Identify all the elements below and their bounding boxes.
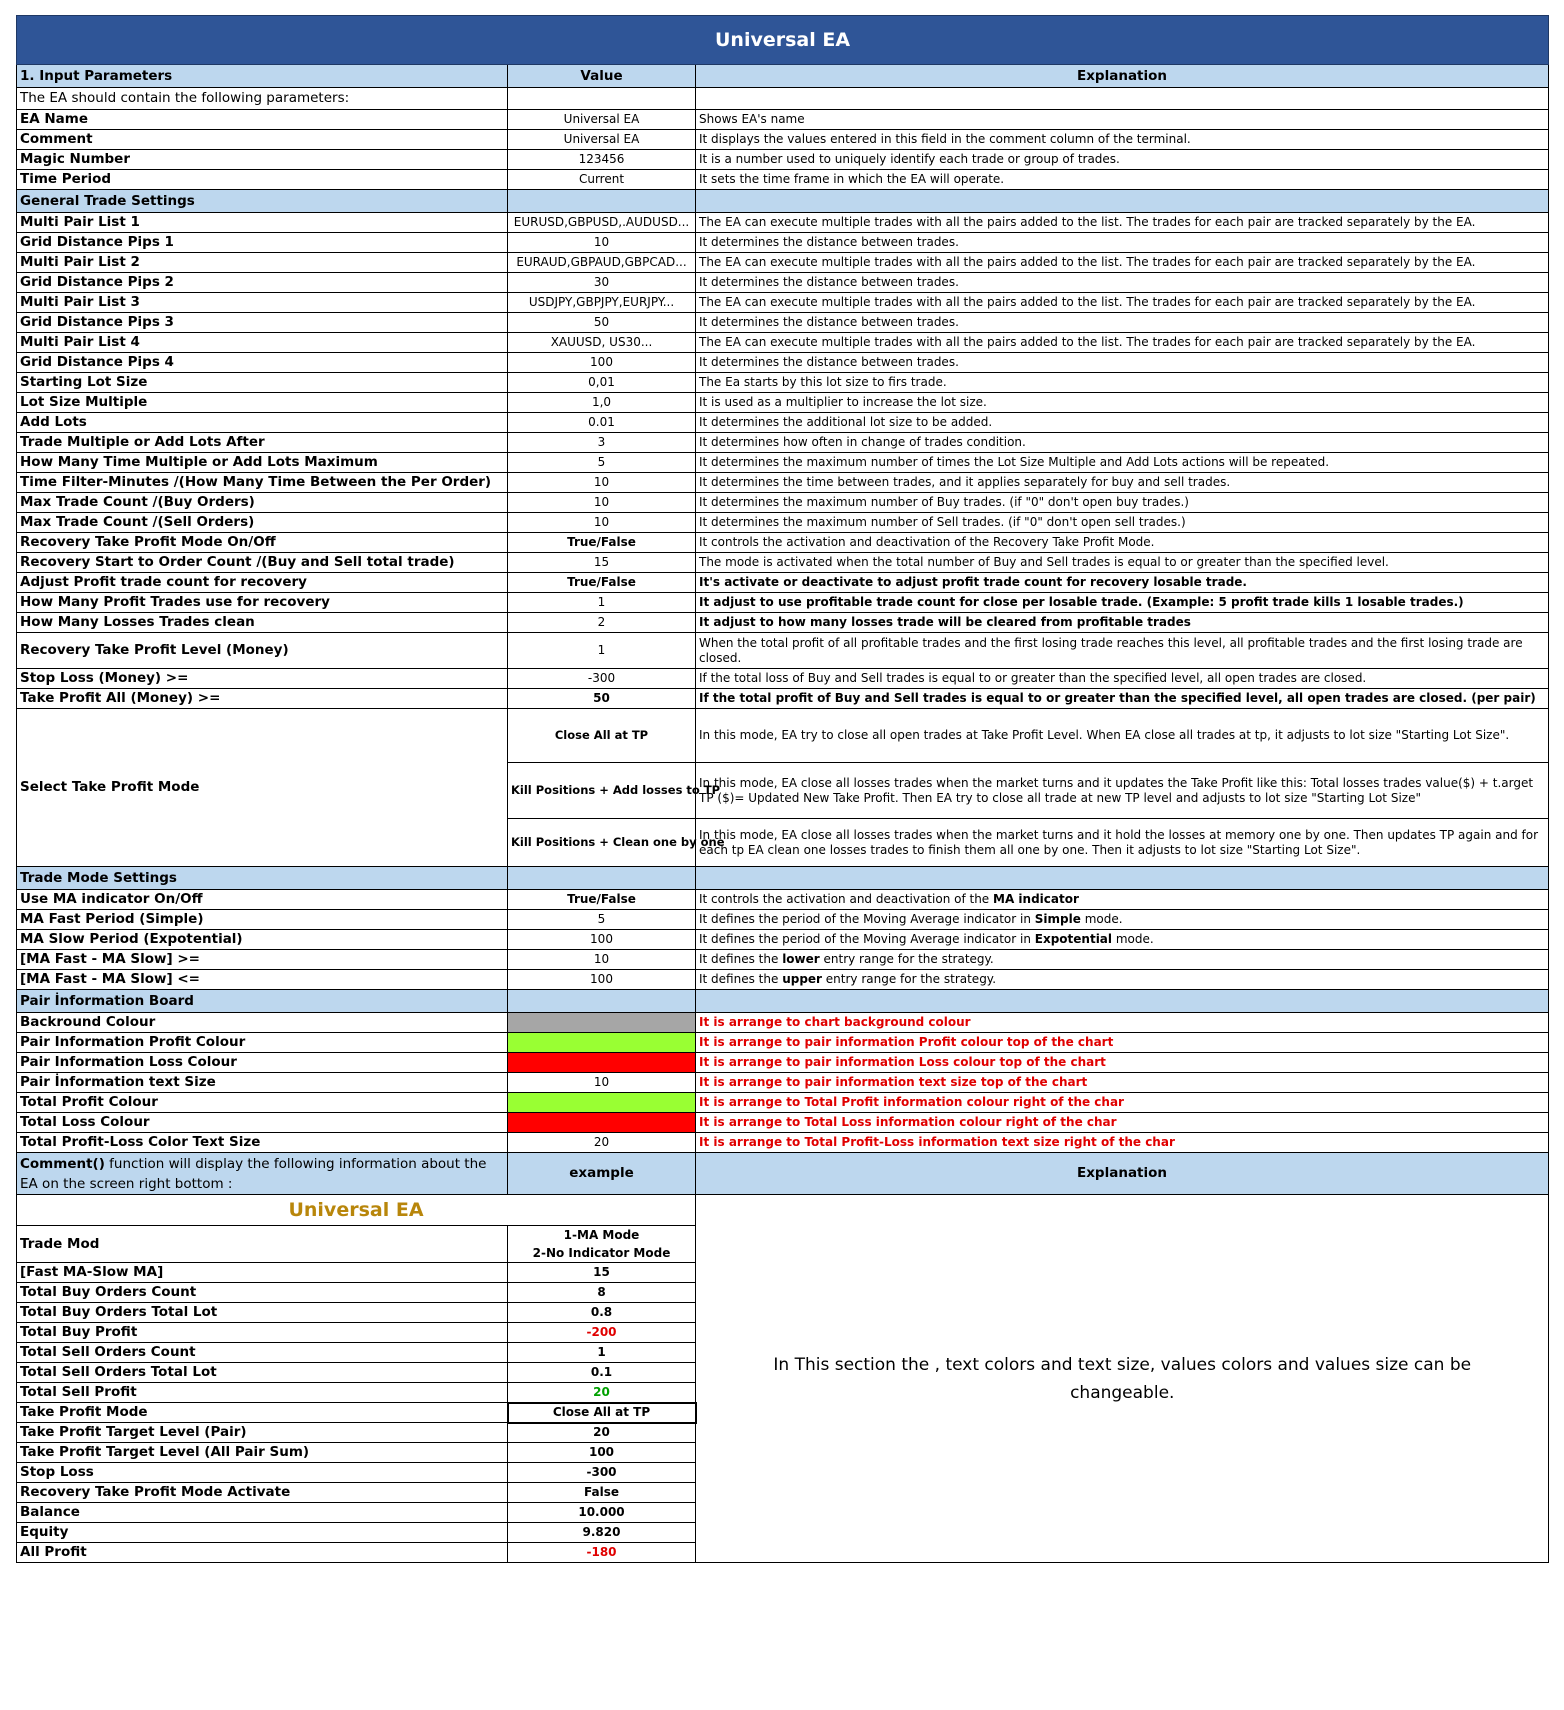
comment-label: Total Buy Orders Total Lot bbox=[17, 1303, 508, 1323]
comment-function: Comment() bbox=[20, 1155, 105, 1172]
param-value: 1,0 bbox=[508, 393, 696, 413]
param-explanation: It determines the distance between trades. bbox=[696, 313, 1549, 333]
comment-value-text: 20 bbox=[593, 1384, 610, 1399]
comment-value bbox=[508, 1403, 696, 1423]
param-row bbox=[17, 910, 1549, 930]
explanation-text: It controls the activation and deactivation of the bbox=[699, 892, 993, 906]
param-explanation bbox=[696, 970, 1549, 990]
explanation-text: It defines the period of the Moving Average indicator in bbox=[699, 912, 1035, 926]
param-row bbox=[17, 593, 1549, 613]
explanation-bold: MA indicator bbox=[993, 892, 1079, 906]
param-value: Universal EA bbox=[508, 110, 696, 130]
param-name: Lot Size Multiple bbox=[17, 393, 508, 413]
param-explanation bbox=[696, 930, 1549, 950]
param-name: Add Lots bbox=[17, 413, 508, 433]
param-name: Recovery Take Profit Level (Money) bbox=[17, 633, 508, 669]
header-value: Value bbox=[508, 65, 696, 88]
param-explanation: It is arrange to pair information text size top of the chart bbox=[696, 1073, 1549, 1093]
param-value: 100 bbox=[508, 353, 696, 373]
param-row bbox=[17, 313, 1549, 333]
header-row bbox=[17, 65, 1549, 88]
empty-cell bbox=[508, 867, 696, 890]
param-name: Max Trade Count /(Buy Orders) bbox=[17, 493, 508, 513]
comment-value-text: 10.000 bbox=[578, 1505, 625, 1519]
param-name: Total Profit-Loss Color Text Size bbox=[17, 1133, 508, 1153]
section-pair-information-board bbox=[17, 990, 1549, 1013]
param-explanation: It is arrange to pair information Loss colour top of the chart bbox=[696, 1053, 1549, 1073]
comment-value bbox=[508, 1363, 696, 1383]
param-explanation: It controls the activation and deactivation of the Recovery Take Profit Mode. bbox=[696, 533, 1549, 553]
comment-header-text bbox=[17, 1153, 508, 1195]
param-name: Time Filter-Minutes /(How Many Time Between the Per Order) bbox=[17, 473, 508, 493]
param-value: 20 bbox=[508, 1133, 696, 1153]
tp-mode-label: Select Take Profit Mode bbox=[17, 709, 508, 867]
param-explanation: Shows EA's name bbox=[696, 110, 1549, 130]
comment-value bbox=[508, 1283, 696, 1303]
param-explanation: It is arrange to Total Profit information colour right of the char bbox=[696, 1093, 1549, 1113]
comment-title-row bbox=[17, 1195, 1549, 1226]
param-row bbox=[17, 453, 1549, 473]
param-value: EURUSD,GBPUSD,.AUDUSD... bbox=[508, 213, 696, 233]
param-explanation: The mode is activated when the total number of Buy and Sell trades is equal to or greater than the specified level. bbox=[696, 553, 1549, 573]
comment-value bbox=[508, 1523, 696, 1543]
param-row bbox=[17, 513, 1549, 533]
comment-description: function will display the following information about the EA on the screen right bottom : bbox=[20, 1155, 487, 1192]
param-row bbox=[17, 1073, 1549, 1093]
explanation-bold: Simple bbox=[1034, 912, 1081, 926]
param-value: 30 bbox=[508, 273, 696, 293]
comment-title: Universal EA bbox=[17, 1195, 696, 1226]
param-name: Take Profit All (Money) >= bbox=[17, 689, 508, 709]
comment-value-text: 2-No Indicator Mode bbox=[532, 1246, 671, 1260]
explanation-text: entry range for the strategy. bbox=[821, 972, 997, 986]
param-explanation: The EA can execute multiple trades with all the pairs added to the list. The trades for each pair are tracked separately by the EA. bbox=[696, 253, 1549, 273]
param-name: Comment bbox=[17, 130, 508, 150]
comment-value bbox=[508, 1423, 696, 1443]
param-row bbox=[17, 130, 1549, 150]
param-name: Starting Lot Size bbox=[17, 373, 508, 393]
comment-label: Total Sell Orders Count bbox=[17, 1343, 508, 1363]
comment-label: Equity bbox=[17, 1523, 508, 1543]
param-explanation: It is arrange to Total Loss information colour right of the char bbox=[696, 1113, 1549, 1133]
tp-mode-row bbox=[17, 709, 1549, 763]
param-explanation: If the total loss of Buy and Sell trades is equal to or greater than the specified level, all open trades are closed. bbox=[696, 669, 1549, 689]
param-row bbox=[17, 473, 1549, 493]
comment-value bbox=[508, 1463, 696, 1483]
param-value: 100 bbox=[508, 970, 696, 990]
comment-label: Total Sell Orders Total Lot bbox=[17, 1363, 508, 1383]
param-name: Multi Pair List 1 bbox=[17, 213, 508, 233]
section-title: General Trade Settings bbox=[17, 190, 508, 213]
param-row bbox=[17, 170, 1549, 190]
param-row bbox=[17, 689, 1549, 709]
empty-cell bbox=[508, 190, 696, 213]
comment-value bbox=[508, 1443, 696, 1463]
comment-label: Stop Loss bbox=[17, 1463, 508, 1483]
param-row bbox=[17, 890, 1549, 910]
param-row bbox=[17, 1093, 1549, 1113]
explanation-text: mode. bbox=[1080, 912, 1123, 926]
comment-value-text: 0.1 bbox=[590, 1365, 613, 1379]
param-value: 15 bbox=[508, 553, 696, 573]
param-explanation: It determines the distance between trades. bbox=[696, 233, 1549, 253]
param-row bbox=[17, 1053, 1549, 1073]
comment-value bbox=[508, 1303, 696, 1323]
param-row bbox=[17, 253, 1549, 273]
comment-value-text: 1-MA Mode bbox=[563, 1228, 640, 1242]
param-name: Grid Distance Pips 4 bbox=[17, 353, 508, 373]
param-row bbox=[17, 493, 1549, 513]
param-value: 5 bbox=[508, 453, 696, 473]
param-explanation: The EA can execute multiple trades with all the pairs added to the list. The trades for each pair are tracked separately by the EA. bbox=[696, 293, 1549, 313]
header-param: 1. Input Parameters bbox=[17, 65, 508, 88]
param-value: 10 bbox=[508, 1073, 696, 1093]
explanation-bold: Expotential bbox=[1034, 932, 1113, 946]
param-value: 10 bbox=[508, 473, 696, 493]
param-row bbox=[17, 150, 1549, 170]
tp-mode-explanation: In this mode, EA close all losses trades when the market turns and it updates the Take Profit like this: Total losses trades value($) + t.arget TP ($)= Updated New Take Profit. Then EA try to close all trade at new TP level and adjusts to lot size "Starting Lot Size" bbox=[696, 763, 1549, 819]
param-name: Total Loss Colour bbox=[17, 1113, 508, 1133]
param-row bbox=[17, 669, 1549, 689]
param-explanation: The EA can execute multiple trades with all the pairs added to the list. The trades for each pair are tracked separately by the EA. bbox=[696, 333, 1549, 353]
param-explanation bbox=[696, 950, 1549, 970]
param-explanation: It is arrange to chart background colour bbox=[696, 1013, 1549, 1033]
explanation-bold: upper bbox=[782, 972, 822, 986]
param-value: 10 bbox=[508, 493, 696, 513]
param-row bbox=[17, 533, 1549, 553]
param-explanation: The EA can execute multiple trades with all the pairs added to the list. The trades for each pair are tracked separately by the EA. bbox=[696, 213, 1549, 233]
param-name: Multi Pair List 4 bbox=[17, 333, 508, 353]
param-explanation: The Ea starts by this lot size to firs trade. bbox=[696, 373, 1549, 393]
param-value: 3 bbox=[508, 433, 696, 453]
comment-header-row bbox=[17, 1153, 1549, 1195]
param-value: True/False bbox=[508, 533, 696, 553]
empty-cell bbox=[696, 88, 1549, 110]
param-row bbox=[17, 930, 1549, 950]
param-explanation: It determines the additional lot size to be added. bbox=[696, 413, 1549, 433]
empty-cell bbox=[696, 990, 1549, 1013]
param-value: True/False bbox=[508, 573, 696, 593]
param-name: Trade Multiple or Add Lots After bbox=[17, 433, 508, 453]
param-value: Universal EA bbox=[508, 130, 696, 150]
param-name: How Many Profit Trades use for recovery bbox=[17, 593, 508, 613]
param-value: 2 bbox=[508, 613, 696, 633]
explanation-text: entry range for the strategy. bbox=[819, 952, 994, 966]
header-explanation: Explanation bbox=[696, 65, 1549, 88]
param-explanation: It determines the distance between trades. bbox=[696, 273, 1549, 293]
comment-label: Trade Mod bbox=[17, 1226, 508, 1263]
explanation-text: It defines the bbox=[699, 952, 783, 966]
param-row bbox=[17, 293, 1549, 313]
param-explanation: It is arrange to Total Profit-Loss information text size right of the char bbox=[696, 1133, 1549, 1153]
explanation-text: mode. bbox=[1112, 932, 1154, 946]
param-explanation: It determines the maximum number of Sell trades. (if "0" don't open sell trades.) bbox=[696, 513, 1549, 533]
comment-label: [Fast MA-Slow MA] bbox=[17, 1263, 508, 1283]
param-name: Grid Distance Pips 1 bbox=[17, 233, 508, 253]
empty-cell bbox=[508, 88, 696, 110]
param-name: Grid Distance Pips 3 bbox=[17, 313, 508, 333]
param-value: 10 bbox=[508, 513, 696, 533]
comment-value-text: 15 bbox=[593, 1265, 610, 1279]
section-title: Pair İnformation Board bbox=[17, 990, 508, 1013]
param-explanation: It is a number used to uniquely identify each trade or group of trades. bbox=[696, 150, 1549, 170]
param-explanation bbox=[696, 890, 1549, 910]
comment-value-text: -200 bbox=[586, 1325, 617, 1339]
param-name: MA Fast Period (Simple) bbox=[17, 910, 508, 930]
param-name: Magic Number bbox=[17, 150, 508, 170]
param-value: True/False bbox=[508, 890, 696, 910]
comment-label: All Profit bbox=[17, 1543, 508, 1563]
param-explanation: It adjust to use profitable trade count for close per losable trade. (Example: 5 profit trade kills 1 losable trades.) bbox=[696, 593, 1549, 613]
comment-label: Total Sell Profit bbox=[17, 1383, 508, 1403]
tp-mode-option: Close All at TP bbox=[508, 709, 696, 763]
intro-row bbox=[17, 88, 1549, 110]
comment-label: Take Profit Target Level (Pair) bbox=[17, 1423, 508, 1443]
param-explanation: It adjust to how many losses trade will be cleared from profitable trades bbox=[696, 613, 1549, 633]
param-name: Pair Information Loss Colour bbox=[17, 1053, 508, 1073]
param-name: How Many Time Multiple or Add Lots Maximum bbox=[17, 453, 508, 473]
comment-header-value: example bbox=[508, 1153, 696, 1195]
param-value: 0,01 bbox=[508, 373, 696, 393]
comment-value-text: 1 bbox=[597, 1345, 606, 1359]
param-row bbox=[17, 633, 1549, 669]
param-row bbox=[17, 393, 1549, 413]
param-explanation: It is arrange to pair information Profit colour top of the chart bbox=[696, 1033, 1549, 1053]
sheet-title: Universal EA bbox=[17, 16, 1549, 65]
param-value: 0.01 bbox=[508, 413, 696, 433]
param-explanation: When the total profit of all profitable trades and the first losing trade reaches this level, all profitable trades and the first losing trade are closed. bbox=[696, 633, 1549, 669]
param-value: XAUUSD, US30... bbox=[508, 333, 696, 353]
comment-value-text: 9.820 bbox=[582, 1525, 621, 1539]
param-row bbox=[17, 970, 1549, 990]
section-title: Trade Mode Settings bbox=[17, 867, 508, 890]
comment-value bbox=[508, 1383, 696, 1403]
comment-value-text: -300 bbox=[586, 1465, 617, 1479]
param-explanation: If the total profit of Buy and Sell trades is equal to or greater than the specified level, all open trades are closed. (per pair) bbox=[696, 689, 1549, 709]
tp-mode-option: Kill Positions + Add losses to TP bbox=[508, 763, 696, 819]
param-name: EA Name bbox=[17, 110, 508, 130]
explanation-text: It defines the period of the Moving Average indicator in bbox=[699, 932, 1035, 946]
param-explanation: It determines the maximum number of Buy trades. (if "0" don't open buy trades.) bbox=[696, 493, 1549, 513]
param-row bbox=[17, 333, 1549, 353]
empty-cell bbox=[696, 190, 1549, 213]
param-name: MA Slow Period (Expotential) bbox=[17, 930, 508, 950]
param-explanation: It determines how often in change of trades condition. bbox=[696, 433, 1549, 453]
param-value: 50 bbox=[508, 689, 696, 709]
comment-label: Total Buy Orders Count bbox=[17, 1283, 508, 1303]
comment-label: Take Profit Target Level (All Pair Sum) bbox=[17, 1443, 508, 1463]
param-row bbox=[17, 1013, 1549, 1033]
color-swatch bbox=[508, 1013, 696, 1033]
param-name: Recovery Start to Order Count /(Buy and Sell total trade) bbox=[17, 553, 508, 573]
comment-value bbox=[508, 1323, 696, 1343]
param-name: Stop Loss (Money) >= bbox=[17, 669, 508, 689]
parameters-table bbox=[16, 15, 1549, 1563]
comment-label: Take Profit Mode bbox=[17, 1403, 508, 1423]
comment-header-explanation: Explanation bbox=[696, 1153, 1549, 1195]
param-value: 1 bbox=[508, 593, 696, 613]
comment-value bbox=[508, 1263, 696, 1283]
param-name: Backround Colour bbox=[17, 1013, 508, 1033]
param-row bbox=[17, 413, 1549, 433]
color-swatch bbox=[508, 1033, 696, 1053]
param-value: 10 bbox=[508, 950, 696, 970]
comment-value-text: False bbox=[584, 1485, 619, 1499]
empty-cell bbox=[508, 990, 696, 1013]
comment-value-text: -180 bbox=[586, 1545, 617, 1559]
section-general-trade-settings bbox=[17, 190, 1549, 213]
comment-value bbox=[508, 1483, 696, 1503]
empty-cell bbox=[696, 867, 1549, 890]
param-name: [MA Fast - MA Slow] >= bbox=[17, 950, 508, 970]
param-value: -300 bbox=[508, 669, 696, 689]
param-value: 5 bbox=[508, 910, 696, 930]
section-trade-mode-settings bbox=[17, 867, 1549, 890]
color-swatch bbox=[508, 1093, 696, 1113]
param-value: Current bbox=[508, 170, 696, 190]
param-name: Time Period bbox=[17, 170, 508, 190]
param-explanation: It displays the values entered in this field in the comment column of the terminal. bbox=[696, 130, 1549, 150]
param-row bbox=[17, 950, 1549, 970]
param-name: Max Trade Count /(Sell Orders) bbox=[17, 513, 508, 533]
param-explanation: It is used as a multiplier to increase the lot size. bbox=[696, 393, 1549, 413]
comment-value-text: 8 bbox=[597, 1285, 606, 1299]
param-name: Use MA indicator On/Off bbox=[17, 890, 508, 910]
spreadsheet bbox=[16, 15, 1548, 1563]
comment-value-text: Close All at TP bbox=[552, 1405, 651, 1419]
param-value: 10 bbox=[508, 233, 696, 253]
param-row bbox=[17, 433, 1549, 453]
explanation-text: It defines the bbox=[699, 972, 783, 986]
comment-label: Total Buy Profit bbox=[17, 1323, 508, 1343]
param-name: How Many Losses Trades clean bbox=[17, 613, 508, 633]
comment-note: In This section the , text colors and text size, values colors and values size can be changeable. bbox=[696, 1195, 1549, 1563]
tp-mode-option: Kill Positions + Clean one by one bbox=[508, 819, 696, 867]
comment-value bbox=[508, 1543, 696, 1563]
intro-text: The EA should contain the following parameters: bbox=[17, 88, 508, 110]
param-row bbox=[17, 233, 1549, 253]
param-row bbox=[17, 573, 1549, 593]
param-value: 50 bbox=[508, 313, 696, 333]
color-swatch bbox=[508, 1113, 696, 1133]
param-explanation: It determines the distance between trades. bbox=[696, 353, 1549, 373]
tp-mode-explanation: In this mode, EA close all losses trades when the market turns and it hold the losses at memory one by one. Then updates TP again and for each tp EA clean one losses trades to finish them all one by one. Then it adjusts to lot size "Starting Lot Size". bbox=[696, 819, 1549, 867]
title-row bbox=[17, 16, 1549, 65]
param-name: Adjust Profit trade count for recovery bbox=[17, 573, 508, 593]
explanation-bold: lower bbox=[782, 952, 820, 966]
param-row bbox=[17, 273, 1549, 293]
param-explanation: It sets the time frame in which the EA will operate. bbox=[696, 170, 1549, 190]
param-explanation bbox=[696, 910, 1549, 930]
param-row bbox=[17, 213, 1549, 233]
param-row bbox=[17, 1113, 1549, 1133]
param-name: Recovery Take Profit Mode On/Off bbox=[17, 533, 508, 553]
tp-mode-explanation: In this mode, EA try to close all open trades at Take Profit Level. When EA close all trades at tp, it adjusts to lot size "Starting Lot Size". bbox=[696, 709, 1549, 763]
param-explanation: It's activate or deactivate to adjust profit trade count for recovery losable trade. bbox=[696, 573, 1549, 593]
param-value: 123456 bbox=[508, 150, 696, 170]
comment-label: Balance bbox=[17, 1503, 508, 1523]
param-name: Pair İnformation text Size bbox=[17, 1073, 508, 1093]
param-name: Multi Pair List 3 bbox=[17, 293, 508, 313]
param-value: 1 bbox=[508, 633, 696, 669]
param-row bbox=[17, 373, 1549, 393]
param-value: EURAUD,GBPAUD,GBPCAD... bbox=[508, 253, 696, 273]
param-explanation: It determines the maximum number of times the Lot Size Multiple and Add Lots actions will be repeated. bbox=[696, 453, 1549, 473]
comment-value-text: 20 bbox=[593, 1425, 610, 1440]
comment-label: Recovery Take Profit Mode Activate bbox=[17, 1483, 508, 1503]
param-name: Total Profit Colour bbox=[17, 1093, 508, 1113]
param-row bbox=[17, 613, 1549, 633]
param-row bbox=[17, 1133, 1549, 1153]
param-name: [MA Fast - MA Slow] <= bbox=[17, 970, 508, 990]
param-row bbox=[17, 1033, 1549, 1053]
comment-value bbox=[508, 1503, 696, 1523]
param-name: Grid Distance Pips 2 bbox=[17, 273, 508, 293]
param-value: 100 bbox=[508, 930, 696, 950]
comment-value-text: 0.8 bbox=[590, 1305, 613, 1319]
param-name: Pair Information Profit Colour bbox=[17, 1033, 508, 1053]
comment-value-text: 100 bbox=[588, 1445, 615, 1459]
param-name: Multi Pair List 2 bbox=[17, 253, 508, 273]
comment-value bbox=[508, 1226, 696, 1263]
param-explanation: It determines the time between trades, and it applies separately for buy and sell trades. bbox=[696, 473, 1549, 493]
param-row bbox=[17, 353, 1549, 373]
color-swatch bbox=[508, 1053, 696, 1073]
param-row bbox=[17, 553, 1549, 573]
param-value: USDJPY,GBPJPY,EURJPY... bbox=[508, 293, 696, 313]
param-row bbox=[17, 110, 1549, 130]
comment-value bbox=[508, 1343, 696, 1363]
